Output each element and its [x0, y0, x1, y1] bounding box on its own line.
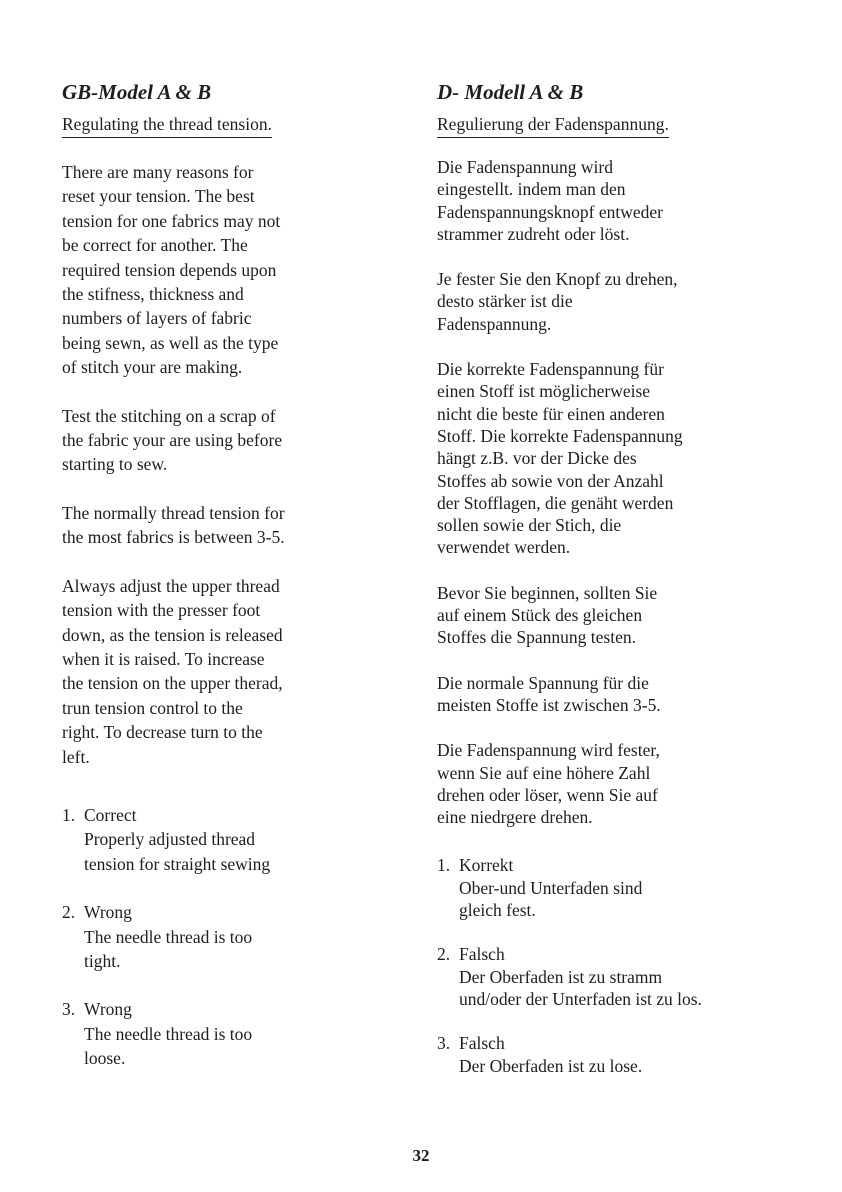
item-label: Wrong	[84, 902, 132, 923]
item-label: Correct	[84, 804, 137, 825]
german-subtitle: Regulierung der Fadenspannung.	[437, 112, 669, 138]
item-text: Der Oberfaden ist zu lose.	[459, 1055, 643, 1076]
item-label: Korrekt	[459, 855, 514, 876]
english-paragraph: Test the stitching on a scrap of the fabric your are using before starting to sew.	[62, 405, 283, 475]
item-text: Ober-und Unterfaden sind gleich fest.	[459, 877, 643, 921]
english-paragraph: Always adjust the upper thread tension with the presser foot down, as the tension is released when it is raised. To increase the tension on the upper therad, trun tension control to the right. To decrease turn to the left.	[62, 575, 283, 767]
english-column	[62, 78, 362, 1095]
german-list-item-falsch-stramm	[437, 943, 757, 1010]
item-number: 2.	[437, 944, 451, 965]
german-paragraph: Die Fadenspannung wird eingestellt. indem man den Fadenspannungsknopf entweder strammer zudreht oder löst.	[437, 157, 663, 244]
item-number: 3.	[62, 999, 76, 1020]
item-number: 1.	[437, 855, 451, 876]
english-body	[62, 160, 362, 1071]
item-label: Wrong	[84, 999, 132, 1020]
item-number: 3.	[437, 1033, 451, 1054]
english-list-item-wrong-loose	[62, 997, 362, 1070]
german-paragraph: Die normale Spannung für die meisten Stoffe ist zwischen 3-5.	[437, 672, 661, 715]
german-paragraph: Je fester Sie den Knopf zu drehen, desto stärker ist die Fadenspannung.	[437, 269, 678, 334]
german-paragraph: Bevor Sie beginnen, sollten Sie auf einem Stück des gleichen Stoffes die Spannung testen.	[437, 582, 658, 648]
german-column	[437, 78, 757, 1099]
item-label: Falsch	[459, 944, 505, 965]
english-list-item-correct	[62, 803, 362, 876]
german-title: D- Modell A & B	[437, 80, 584, 104]
item-number: 1.	[62, 804, 76, 825]
item-text: The needle thread is too loose.	[84, 1023, 253, 1069]
item-label: Falsch	[459, 1033, 505, 1054]
page-number: 32	[412, 1146, 430, 1165]
english-paragraph: The normally thread tension for the most fabrics is between 3-5.	[62, 502, 285, 548]
german-body	[437, 156, 757, 1077]
item-text: Properly adjusted thread tension for straight sewing	[84, 829, 271, 874]
english-title: GB-Model A & B	[62, 80, 212, 104]
item-number: 2.	[62, 902, 76, 923]
item-text: The needle thread is too tight.	[84, 926, 253, 971]
item-text: Der Oberfaden ist zu stramm und/oder der Unterfaden ist zu los.	[459, 966, 702, 1009]
german-paragraph: Die Fadenspannung wird fester, wenn Sie auf eine höhere Zahl drehen oder löser, wenn Sie auf eine niedrgere drehen.	[437, 740, 660, 828]
english-list-item-wrong-tight	[62, 900, 362, 973]
english-paragraph: There are many reasons for reset your tension. The best tension for one fabrics may not be correct for another. The required tension depends upon the stifness, thickness and numbers of layers of fabric being sewn, as well as the type of stitch your are making.	[62, 162, 281, 378]
german-list-item-falsch-lose	[437, 1032, 757, 1077]
german-paragraph: Die korrekte Fadenspannung für einen Stoff ist möglicherweise nicht die beste für einen anderen Stoff. Die korrekte Fadenspannung hängt z.B. vor der Dicke des Stoffes ab sowie von der Anzahl der Stofflagen, die genäht werden sollen sowie der Stich, die verwendet werden.	[437, 359, 683, 558]
german-list-item-korrekt	[437, 854, 757, 921]
english-subtitle: Regulating the thread tension.	[62, 112, 272, 138]
